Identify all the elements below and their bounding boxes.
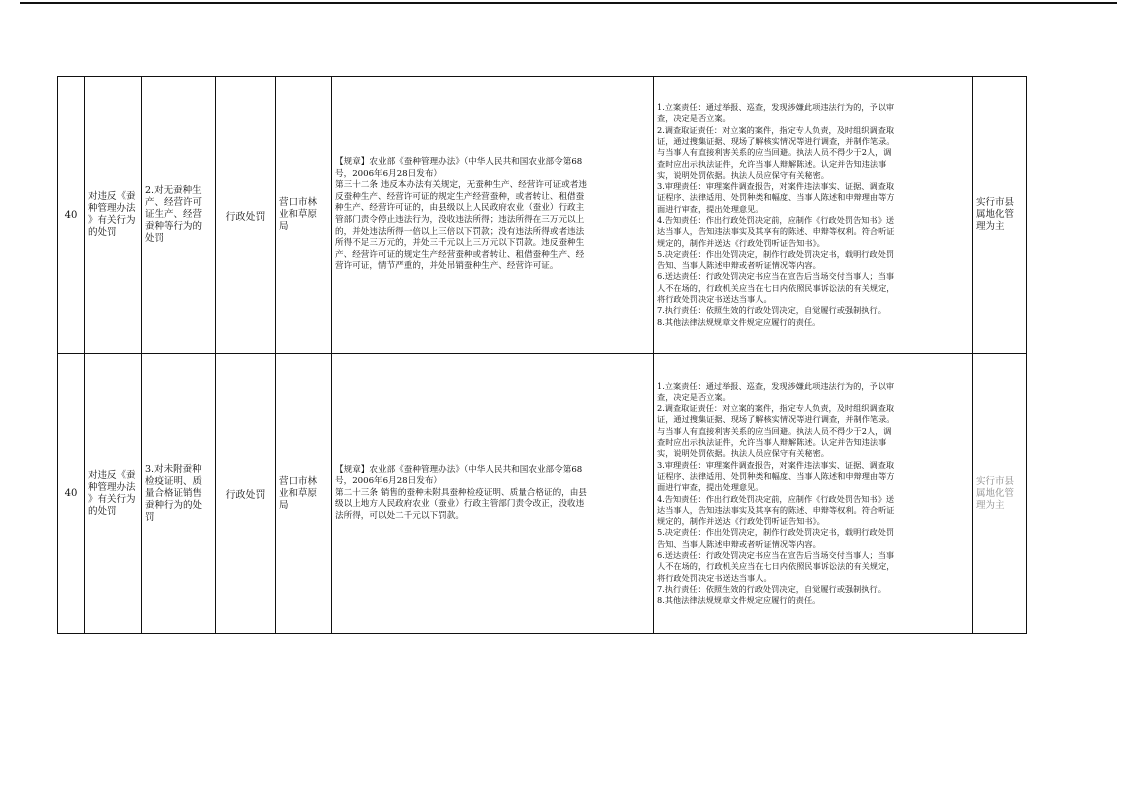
subitem-name: 2.对无蚕种生 产、经营许可 证生产、经营 蚕种等行为的 处罚 xyxy=(142,77,216,354)
table-body xyxy=(58,77,1027,634)
remark: 实行市县 属地化管 理为主 xyxy=(973,77,1027,354)
row-number: 40 xyxy=(58,354,85,634)
responsibility-list: 1.立案责任：通过举报、巡查，发现涉嫌此项违法行为的，予以审 查，决定是否立案。 2.调查取证责任：对立案的案件，指定专人负责，及时组织调查取 证，通过搜集证据、现场了解核实情况等进行调查，并制作笔录。 与当事人有直接利害关系的应当回避。执法人员不得少于2人，调 查时应出示执法证件，允许当事人辩解陈述。认定并告知违法事 实，说明处罚依据。执法人员应保守有关秘密。 3.审理责任：审理案件调查报告，对案件违法事实、证据、调查取 证程序、法律适用、处罚种类和幅度、当事人陈述和申辩理由等方 面进行审查，提出处理意见。 4.告知责任：作出行政处罚决定前，应制作《行政处罚告知书》送 达当事人，告知违法事实及其享有的陈述、申辩等权利。符合听证 规定的，制作并送达《行政处罚听证告知书》。 5.决定责任：作出处罚决定，制作行政处罚决定书，载明行政处罚 告知、当事人陈述申辩或者听证情况等内容。 6.送达责任：行政处罚决定书应当在宣告后当场交付当事人；当事 人不在场的，行政机关应当在七日内依照民事诉讼法的有关规定， 将行政处罚决定书送达当事人。 7.执行责任：依照生效的行政处罚决定，自觉履行或强制执行。 8.其他法律法规规章文件规定应履行的责任。 xyxy=(654,77,973,354)
power-type: 行政处罚 xyxy=(216,354,276,634)
table-row xyxy=(58,77,1027,354)
row-number: 40 xyxy=(58,77,85,354)
legal-basis: 【规章】农业部《蚕种管理办法》（中华人民共和国农业部令第68 号，2006年6月28日发布） 第三十二条 违反本办法有关规定，无蚕种生产、经营许可证或者违 反蚕种生产、经营许可证的规定生产经营蚕种，或者转让、租借蚕 种生产、经营许可证的，由县级以上人民政府农业（蚕业）行政主 管部门责令停止违法行为，没收违法所得；违法所得在三万元以上 的，并处违法所得一倍以上三倍以下罚款；没有违法所得或者违法 所得不足三万元的，并处三千元以上三万元以下罚款。违反蚕种生 产、经营许可证的规定生产经营蚕种或者转让、租借蚕种生产、经 营许可证，情节严重的，并处吊销蚕种生产、经营许可证。 xyxy=(332,77,654,354)
subitem-name: 3.对未附蚕种 检疫证明、质 量合格证销售 蚕种行为的处 罚 xyxy=(142,354,216,634)
item-name: 对违反《蚕 种管理办法 》有关行为 的处罚 xyxy=(85,77,142,354)
responsibility-list: 1.立案责任：通过举报、巡查，发现涉嫌此项违法行为的，予以审 查，决定是否立案。 2.调查取证责任：对立案的案件，指定专人负责，及时组织调查取 证，通过搜集证据、现场了解核实情况等进行调查，并制作笔录。 与当事人有直接利害关系的应当回避。执法人员不得少于2人，调 查时应出示执法证件，允许当事人辩解陈述。认定并告知违法事 实，说明处罚依据。执法人员应保守有关秘密。 3.审理责任：审理案件调查报告，对案件违法事实、证据、调查取 证程序、法律适用、处罚种类和幅度、当事人陈述和申辩理由等方 面进行审查，提出处理意见。 4.告知责任：作出行政处罚决定前，应制作《行政处罚告知书》送 达当事人，告知违法事实及其享有的陈述、申辩等权利。符合听证 规定的，制作并送达《行政处罚听证告知书》。 5.决定责任：作出处罚决定，制作行政处罚决定书，载明行政处罚 告知、当事人陈述申辩或者听证情况等内容。 6.送达责任：行政处罚决定书应当在宣告后当场交付当事人；当事 人不在场的，行政机关应当在七日内依照民事诉讼法的有关规定， 将行政处罚决定书送达当事人。 7.执行责任：依照生效的行政处罚决定，自觉履行或强制执行。 8.其他法律法规规章文件规定应履行的责任。 xyxy=(654,354,973,634)
legal-basis: 【规章】农业部《蚕种管理办法》（中华人民共和国农业部令第68 号，2006年6月28日发布） 第二十三条 销售的蚕种未附具蚕种检疫证明、质量合格证的，由县 级以上地方人民政府农业（蚕业）行政主管部门责令改正，没收违 法所得，可以处二千元以下罚款。 xyxy=(332,354,654,634)
department: 营口市林 业和草原 局 xyxy=(276,354,332,634)
responsibility-table xyxy=(57,76,1027,634)
department: 营口市林 业和草原 局 xyxy=(276,77,332,354)
power-type: 行政处罚 xyxy=(216,77,276,354)
item-name: 对违反《蚕 种管理办法 》有关行为 的处罚 xyxy=(85,354,142,634)
remark: 实行市县 属地化管 理为主 xyxy=(973,354,1027,634)
table-row xyxy=(58,354,1027,634)
page-top-rule xyxy=(20,2,1117,4)
